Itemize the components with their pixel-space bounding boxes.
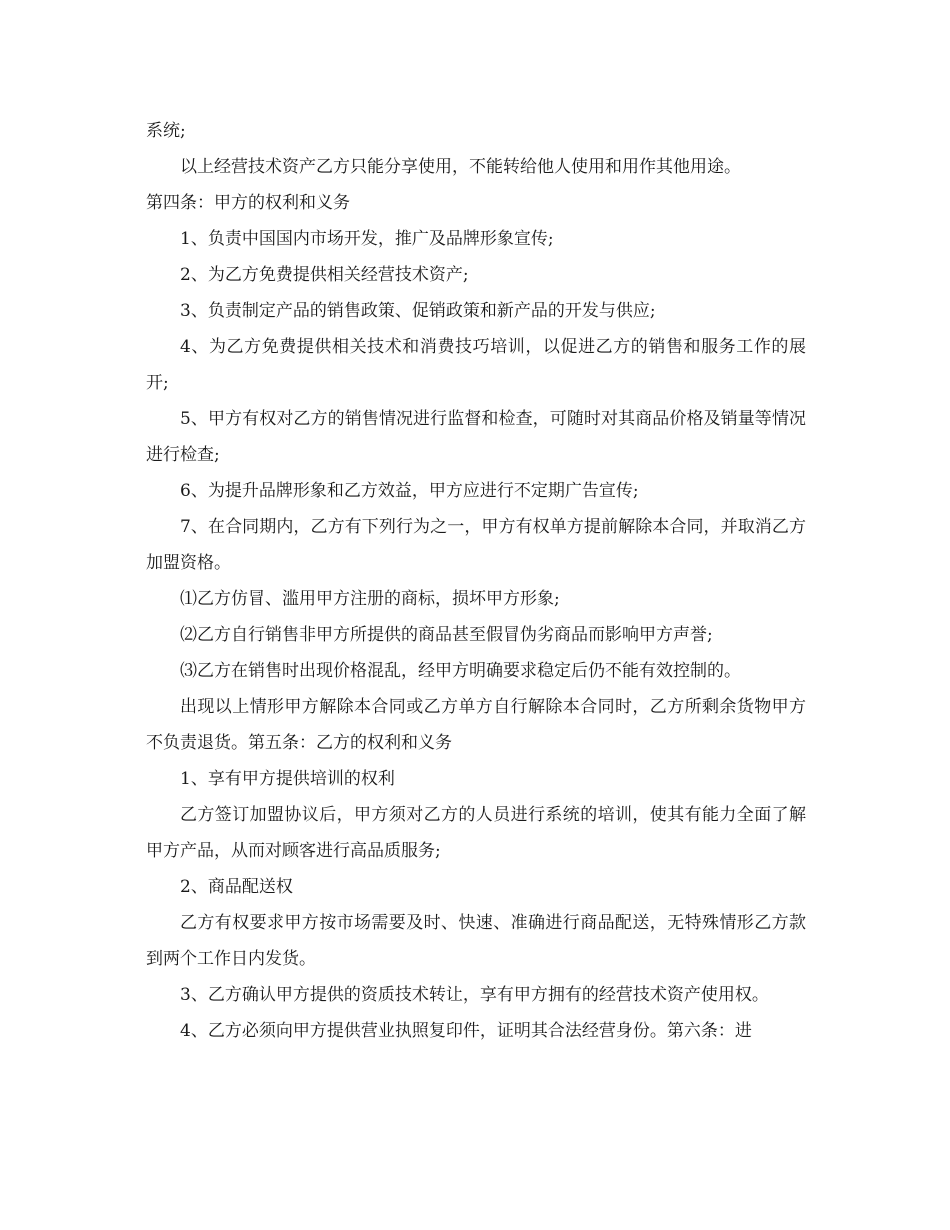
paragraph: 2、为乙方免费提供相关经营技术资产; [180,265,469,285]
paragraph: 4、为乙方免费提供相关技术和消费技巧培训，以促进乙方的销售和服务工作的展开; [146,337,806,393]
paragraph: 3、负责制定产品的销售政策、促销政策和新产品的开发与供应; [180,301,656,321]
paragraph: 4、乙方必须向甲方提供营业执照复印件，证明其合法经营身份。第六条：进 [180,1021,752,1041]
paragraph: 7、在合同期内，乙方有下列行为之一，甲方有权单方提前解除本合同，并取消乙方加盟资格。 [146,517,806,573]
section-heading: 第四条：甲方的权利和义务 [146,193,350,213]
document-body [146,113,806,1049]
paragraph: ⑶乙方在销售时出现价格混乱，经甲方明确要求稳定后仍不能有效控制的。 [180,661,741,681]
paragraph: 出现以上情形甲方解除本合同或乙方单方自行解除本合同时，乙方所剩余货物甲方不负责退货。第五条：乙方的权利和义务 [146,697,806,753]
paragraph: 1、享有甲方提供培训的权利 [180,769,395,789]
paragraph: ⑴乙方仿冒、滥用甲方注册的商标，损坏甲方形象; [180,589,560,609]
paragraph: 以上经营技术资产乙方只能分享使用，不能转给他人使用和用作其他用途。 [180,157,741,177]
paragraph: 乙方签订加盟协议后，甲方须对乙方的人员进行系统的培训，使其有能力全面了解甲方产品，从而对顾客进行高品质服务; [146,805,806,861]
paragraph: 5、甲方有权对乙方的销售情况进行监督和检查，可随时对其商品价格及销量等情况进行检查; [146,409,806,465]
paragraph: 系统; [146,121,186,141]
paragraph: ⑵乙方自行销售非甲方所提供的商品甚至假冒伪劣商品而影响甲方声誉; [180,625,713,645]
paragraph: 2、商品配送权 [180,877,293,897]
paragraph: 6、为提升品牌形象和乙方效益，甲方应进行不定期广告宣传; [180,481,639,501]
paragraph: 3、乙方确认甲方提供的资质技术转让，享有甲方拥有的经营技术资产使用权。 [180,985,769,1005]
paragraph: 1、负责中国国内市场开发，推广及品牌形象宣传; [180,229,554,249]
paragraph: 乙方有权要求甲方按市场需要及时、快速、准确进行商品配送，无特殊情形乙方款到两个工作日内发货。 [146,913,806,969]
